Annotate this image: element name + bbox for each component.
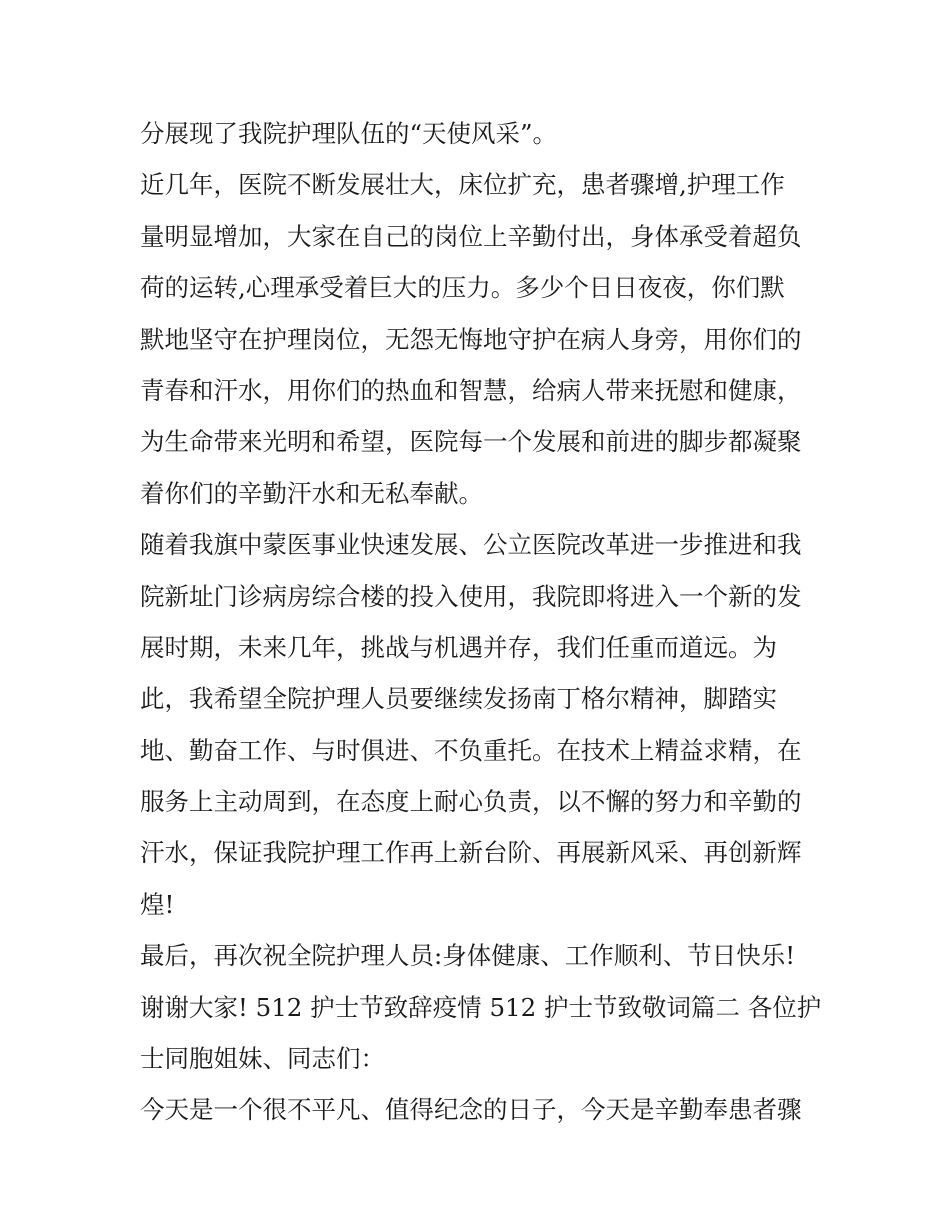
text-line: 近几年，医院不断发展壮大，床位扩充，患者骤增,护理工作 [140, 170, 785, 200]
text-line: 量明显增加，大家在自己的岗位上辛勤付出，身体承受着超负 [140, 221, 802, 251]
text-line: 为生命带来光明和希望，医院每一个发展和前进的脚步都凝聚 [140, 427, 802, 457]
text-line: 谢谢大家! 512 护士节致辞疫情 512 护士节致敬词篇二 各位护 [140, 992, 822, 1022]
text-line: 煌! [140, 889, 175, 919]
text-line: 随着我旗中蒙医事业快速发展、公立医院改革进一步推进和我 [140, 530, 802, 560]
text-line: 默地坚守在护理岗位，无怨无悔地守护在病人身旁，用你们的 [140, 324, 802, 354]
text-line: 最后，再次祝全院护理人员:身体健康、工作顺利、节日快乐! [140, 941, 796, 971]
text-line: 院新址门诊病房综合楼的投入使用，我院即将进入一个新的发 [140, 581, 802, 611]
text-line: 士同胞姐妹、同志们： [140, 1044, 385, 1074]
text-line: 今天是一个很不平凡、值得纪念的日子，今天是辛勤奉患者骤 [140, 1095, 802, 1125]
text-line: 服务上主动周到，在态度上耐心负责，以不懈的努力和辛勤的 [140, 787, 802, 817]
document-body [140, 108, 820, 1136]
text-line: 展时期，未来几年，挑战与机遇并存，我们任重而道远。为 [140, 632, 777, 662]
text-line: 分展现了我院护理队伍的“天使风采”。 [140, 119, 558, 148]
text-line: 此，我希望全院护理人员要继续发扬南丁格尔精神，脚踏实 [140, 684, 777, 714]
text-line: 青春和汗水，用你们的热血和智慧，给病人带来抚慰和健康， [140, 375, 802, 405]
text-line: 着你们的辛勤汗水和无私奉献。 [140, 478, 483, 508]
text-line: 地、勤奋工作、与时俱进、不负重托。在技术上精益求精，在 [140, 735, 802, 765]
text-line: 汗水，保证我院护理工作再上新台阶、再展新风采、再创新辉 [140, 838, 802, 868]
text-line: 荷的运转,心理承受着巨大的压力。多少个日日夜夜，你们默 [140, 273, 785, 303]
